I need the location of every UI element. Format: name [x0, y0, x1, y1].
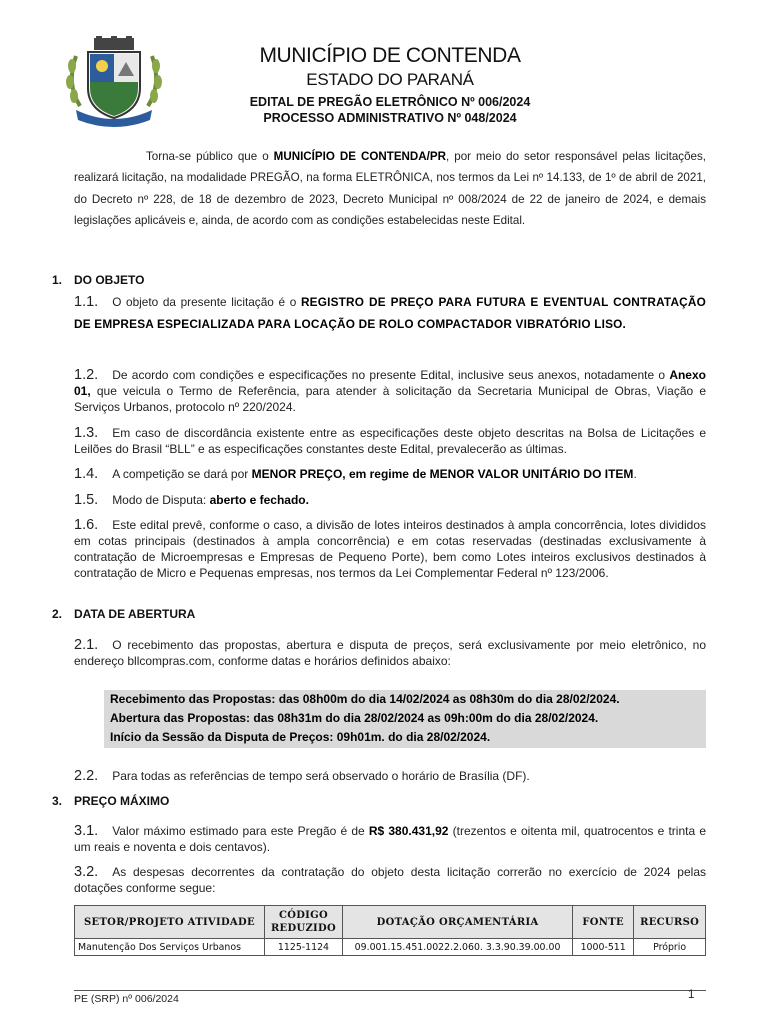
column-header: SETOR/PROJETO ATIVIDADE — [75, 906, 265, 939]
table-cell: 1000-511 — [573, 939, 634, 956]
budget-table — [74, 905, 706, 956]
footer-divider — [74, 990, 706, 991]
schedule-line-dispute: Início da Sessão da Disputa de Preços: 09h01m. do dia 28/02/2024. — [110, 730, 491, 744]
item-1-1: 1.1. O objeto da presente licitação é o REGISTRO DE PREÇO PARA FUTURA E EVENTUAL CONTRATAÇÃO DE EMPRESA ESPECIALIZADA PARA LOCAÇÃO DE ROLO COMPACTADOR VIBRATÓRIO LISO. — [74, 294, 706, 331]
intro-paragraph: Torna-se público que o MUNICÍPIO DE CONTENDA/PR, por meio do setor responsável pelas licitações, realizará licitação, na modalidade PREGÃO, na forma ELETRÔNICA, nos termos da Lei nº 14.133, de 1º de abril de 2021, do Decreto nº 228, de 18 de dezembro de 2023, Decreto Municipal nº 008/2024 de 22 de janeiro de 2024, e demais legislações aplicáveis e, ainda, de acordo com as condições estabelecidas neste Edital. — [74, 150, 706, 227]
table-cell: Manutenção Dos Serviços Urbanos — [75, 939, 265, 956]
column-header: FONTE — [573, 906, 634, 939]
column-header: DOTAÇÃO ORÇAMENTÁRIA — [343, 906, 573, 939]
item-2-2: 2.2. Para todas as referências de tempo será observado o horário de Brasília (DF). — [74, 768, 530, 784]
table-cell: Próprio — [634, 939, 706, 956]
section-2-heading: 2. DATA DE ABERTURA — [52, 607, 196, 621]
column-header: CÓDIGO REDUZIDO — [264, 906, 342, 939]
item-1-6: 1.6. Este edital prevê, conforme o caso, a divisão de lotes inteiros destinados à ampla concorrência, lotes divididos em cotas principais (destinados à ampla concorrência) e em cotas reservadas (destinadas exclusivamente à contratação de Microempresas e Empresas de Pequeno Porte), bem como Lotes inteiros exclusivos destinados à contratação de Micro e Pequenas empresas, nos termos da Lei Complementar Federal nº 123/2006. — [74, 517, 706, 580]
table-cell: 09.001.15.451.0022.2.060. 3.3.90.39.00.00 — [343, 939, 573, 956]
table-cell: 1125-1124 — [264, 939, 342, 956]
schedule-line-opening: Abertura das Propostas: das 08h31m do dia 28/02/2024 as 09h:00m do dia 28/02/2024. — [110, 711, 599, 725]
edital-number: EDITAL DE PREGÃO ELETRÔNICO Nº 006/2024 — [249, 95, 531, 109]
table-header-row — [75, 906, 706, 939]
column-header: RECURSO — [634, 906, 706, 939]
footer-reference: PE (SRP) nº 006/2024 — [74, 993, 179, 1005]
section-1-heading: 1. DO OBJETO — [52, 273, 145, 287]
table-row — [75, 939, 706, 956]
municipality-title: MUNICÍPIO DE CONTENDA — [259, 44, 521, 67]
item-1-3: 1.3. Em caso de discordância existente entre as especificações deste objeto descritas na Bolsa de Licitações e Leilões do Brasil “BLL” e as especificações constantes deste Edital, prevalecerão as últimas. — [74, 425, 706, 456]
process-number: PROCESSO ADMINISTRATIVO Nº 048/2024 — [263, 111, 517, 125]
item-2-1: 2.1. O recebimento das propostas, abertura e disputa de preços, será exclusivamente por meio eletrônico, no endereço bllcompras.com, conforme datas e horários definidos abaixo: — [74, 637, 706, 668]
schedule-box — [104, 690, 706, 748]
state-title: ESTADO DO PARANÁ — [306, 70, 474, 89]
item-3-2: 3.2. As despesas decorrentes da contratação do objeto desta licitação correrão no exercício de 2024 pelas dotações conforme segue: — [74, 864, 706, 895]
item-3-1: 3.1. Valor máximo estimado para este Pregão é de R$ 380.431,92 (trezentos e oitenta mil, quatrocentos e trinta e um reais e noventa e dois centavos). — [74, 823, 706, 854]
section-3-heading: 3. PREÇO MÁXIMO — [52, 794, 170, 808]
item-1-2: 1.2. De acordo com condições e especificações no presente Edital, inclusive seus anexos, notadamente o Anexo 01, que veicula o Termo de Referência, para atender à solicitação da Secretaria Municipal de Obras, Viação e Serviços Urbanos, protocolo nº 220/2024. — [74, 367, 706, 414]
page-number: 1 — [688, 989, 695, 1001]
municipal-coat-of-arms-icon — [62, 36, 166, 128]
schedule-line-receipt: Recebimento das Propostas: das 08h00m do dia 14/02/2024 as 08h30m do dia 28/02/2024. — [110, 692, 620, 706]
item-1-4: 1.4. A competição se dará por MENOR PREÇO, em regime de MENOR VALOR UNITÁRIO DO ITEM. — [74, 466, 637, 482]
item-1-5: 1.5. Modo de Disputa: aberto e fechado. — [74, 492, 309, 508]
